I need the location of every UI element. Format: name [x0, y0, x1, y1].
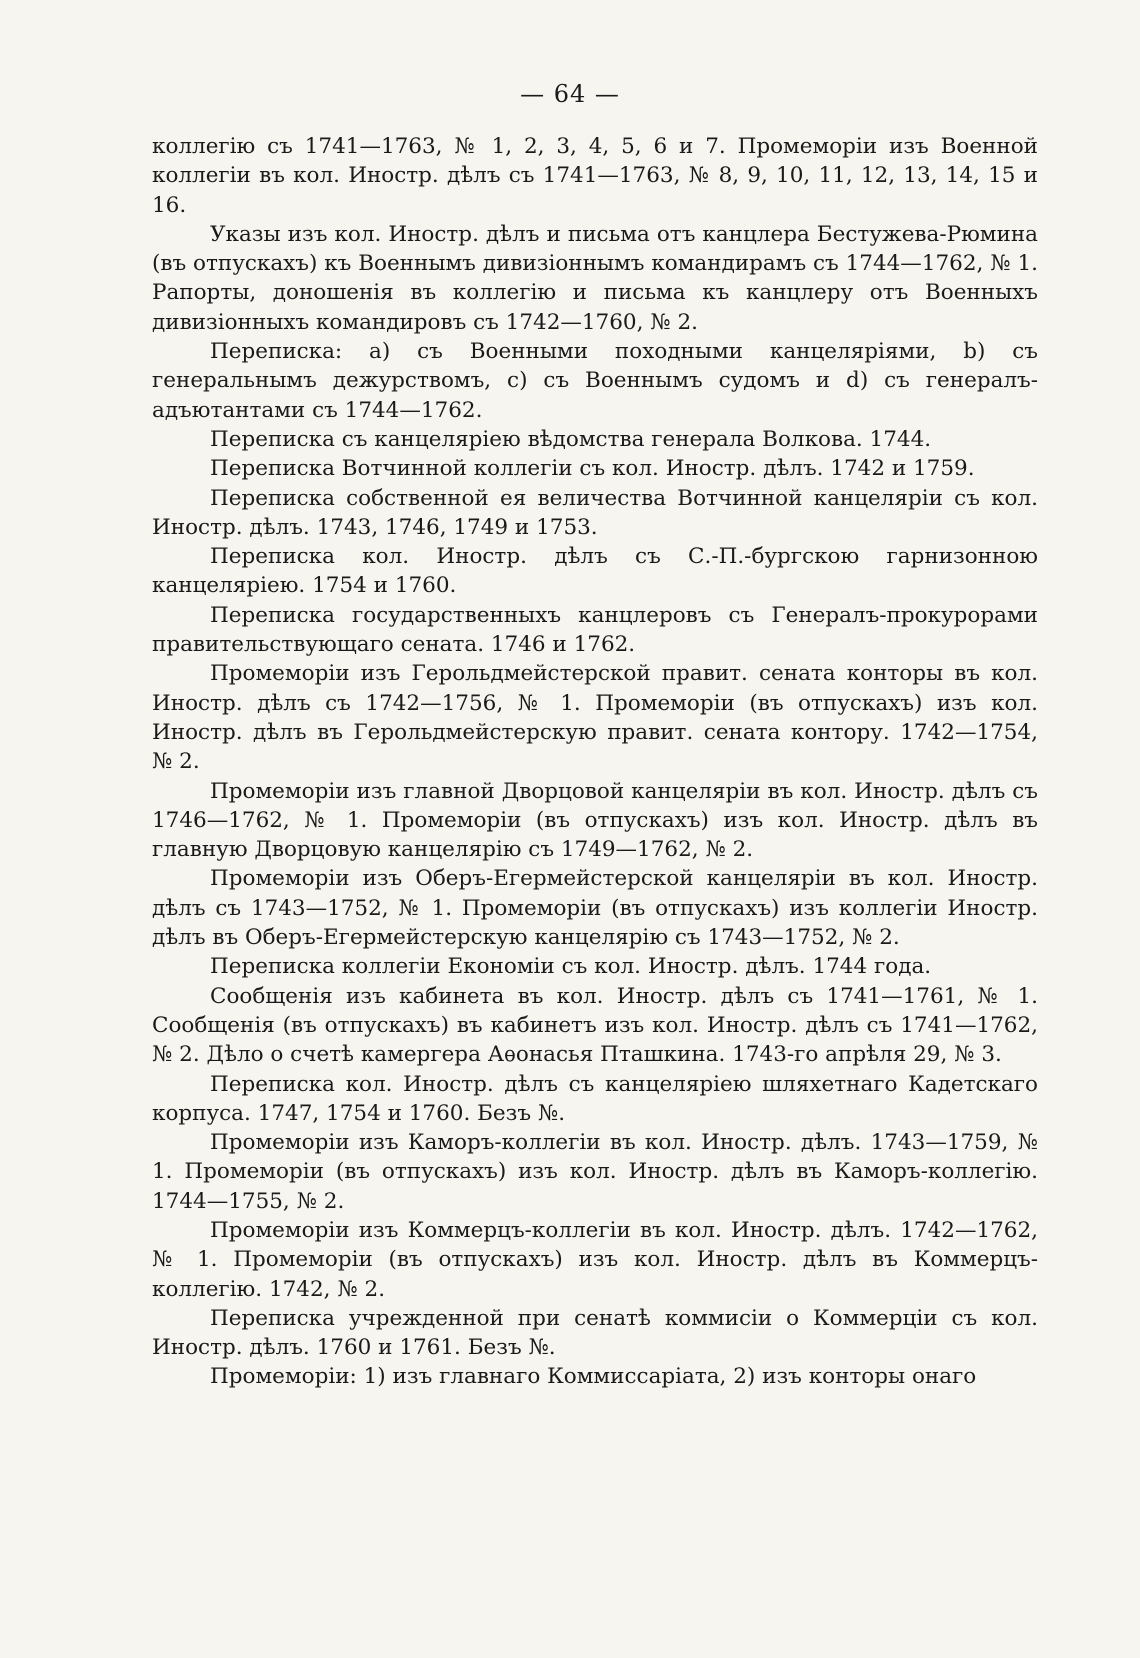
paragraph: Переписка кол. Иностр. дѣлъ съ канцеляріею шляхетнаго Кадетскаго корпуса. 1747, 1754 и 1760. Безъ №.: [152, 1071, 1038, 1126]
paragraph: Промеморіи: 1) изъ главнаго Коммиссаріата, 2) изъ конторы онаго: [210, 1364, 977, 1390]
paragraph-continuation: коллегію съ 1741—1763, № 1, 2, 3, 4, 5, 6 и 7. Промеморіи изъ Военной коллегіи въ кол. Иностр. дѣлъ съ 1741—1763, № 8, 9, 10, 11, 12, 13, 14, 15 и 16.: [152, 134, 1038, 218]
paragraph: Переписка: а) съ Военными походными канцеляріями, b) съ генеральнымъ дежурствомъ, с) съ Военнымъ судомъ и d) съ генералъ-адъютантами съ 1744—1762.: [152, 339, 1038, 423]
paragraph: Сообщенія изъ кабинета въ кол. Иностр. дѣлъ съ 1741—1761, № 1. Сообщенія (въ отпускахъ) въ кабинетъ изъ кол. Иностр. дѣлъ съ 1741—1762, № 2. Дѣло о счетѣ камергера Аѳонасья Пташкина. 1743-го апрѣля 29, № 3.: [152, 983, 1038, 1068]
paragraph: Промеморіи изъ Коммерцъ-коллегіи въ кол. Иностр. дѣлъ. 1742—1762, № 1. Промеморіи (въ отпускахъ) изъ кол. Иностр. дѣлъ въ Коммерцъ-коллегію. 1742, № 2.: [152, 1217, 1038, 1302]
paragraph: Указы изъ кол. Иностр. дѣлъ и письма отъ канцлера Бестужева-Рюмина (въ отпускахъ) къ Военнымъ дивизіоннымъ командирамъ съ 1744—1762, № 1. Рапорты, доношенія въ коллегію и письма къ канцлеру отъ Военныхъ дивизіонныхъ командировъ съ 1742—1760, № 2.: [152, 221, 1038, 335]
paragraph: Переписка коллегіи Економіи съ кол. Иностр. дѣлъ. 1744 года.: [210, 954, 932, 980]
paragraph: Переписка собственной ея величества Вотчинной канцеляріи съ кол. Иностр. дѣлъ. 1743, 1746, 1749 и 1753.: [152, 485, 1038, 540]
paragraph: Переписка Вотчинной коллегіи съ кол. Иностр. дѣлъ. 1742 и 1759.: [210, 456, 975, 482]
paragraph: Промеморіи изъ главной Дворцовой канцеляріи въ кол. Иностр. дѣлъ съ 1746—1762, № 1. Промеморіи (въ отпускахъ) изъ кол. Иностр. дѣлъ въ главную Дворцовую канцелярію съ 1749—1762, № 2.: [152, 778, 1038, 863]
paragraph: Промеморіи изъ Герольдмейстерской правит. сената конторы въ кол. Иностр. дѣлъ съ 1742—1756, № 1. Промеморіи (въ отпускахъ) изъ кол. Иностр. дѣлъ въ Герольдмейстерскую правит. сената контору. 1742—1754, № 2.: [152, 661, 1038, 775]
page-number: — 64 —: [520, 80, 620, 108]
body-text: [152, 132, 1038, 1392]
paragraph: Промеморіи изъ Оберъ-Егермейстерской канцеляріи въ кол. Иностр. дѣлъ съ 1743—1752, № 1. Промеморіи (въ отпускахъ) изъ коллегіи Иностр. дѣлъ въ Оберъ-Егермейстерскую канцелярію съ 1743—1752, № 2.: [152, 866, 1038, 951]
paragraph: Переписка учрежденной при сенатѣ коммисіи о Коммерціи съ кол. Иностр. дѣлъ. 1760 и 1761. Безъ №.: [152, 1305, 1038, 1361]
paragraph: Промеморіи изъ Каморъ-коллегіи въ кол. Иностр. дѣлъ. 1743—1759, № 1. Промеморіи (въ отпускахъ) изъ кол. Иностр. дѣлъ въ Каморъ-коллегію. 1744—1755, № 2.: [152, 1130, 1038, 1214]
paragraph: Переписка съ канцеляріею вѣдомства генерала Волкова. 1744.: [210, 426, 932, 452]
paragraph: Переписка кол. Иностр. дѣлъ съ С.-П.-бургскою гарнизонною канцеляріею. 1754 и 1760.: [152, 544, 1038, 599]
paragraph: Переписка государственныхъ канцлеровъ съ Генералъ-прокурорами правительствующаго сената. 1746 и 1762.: [152, 602, 1038, 658]
